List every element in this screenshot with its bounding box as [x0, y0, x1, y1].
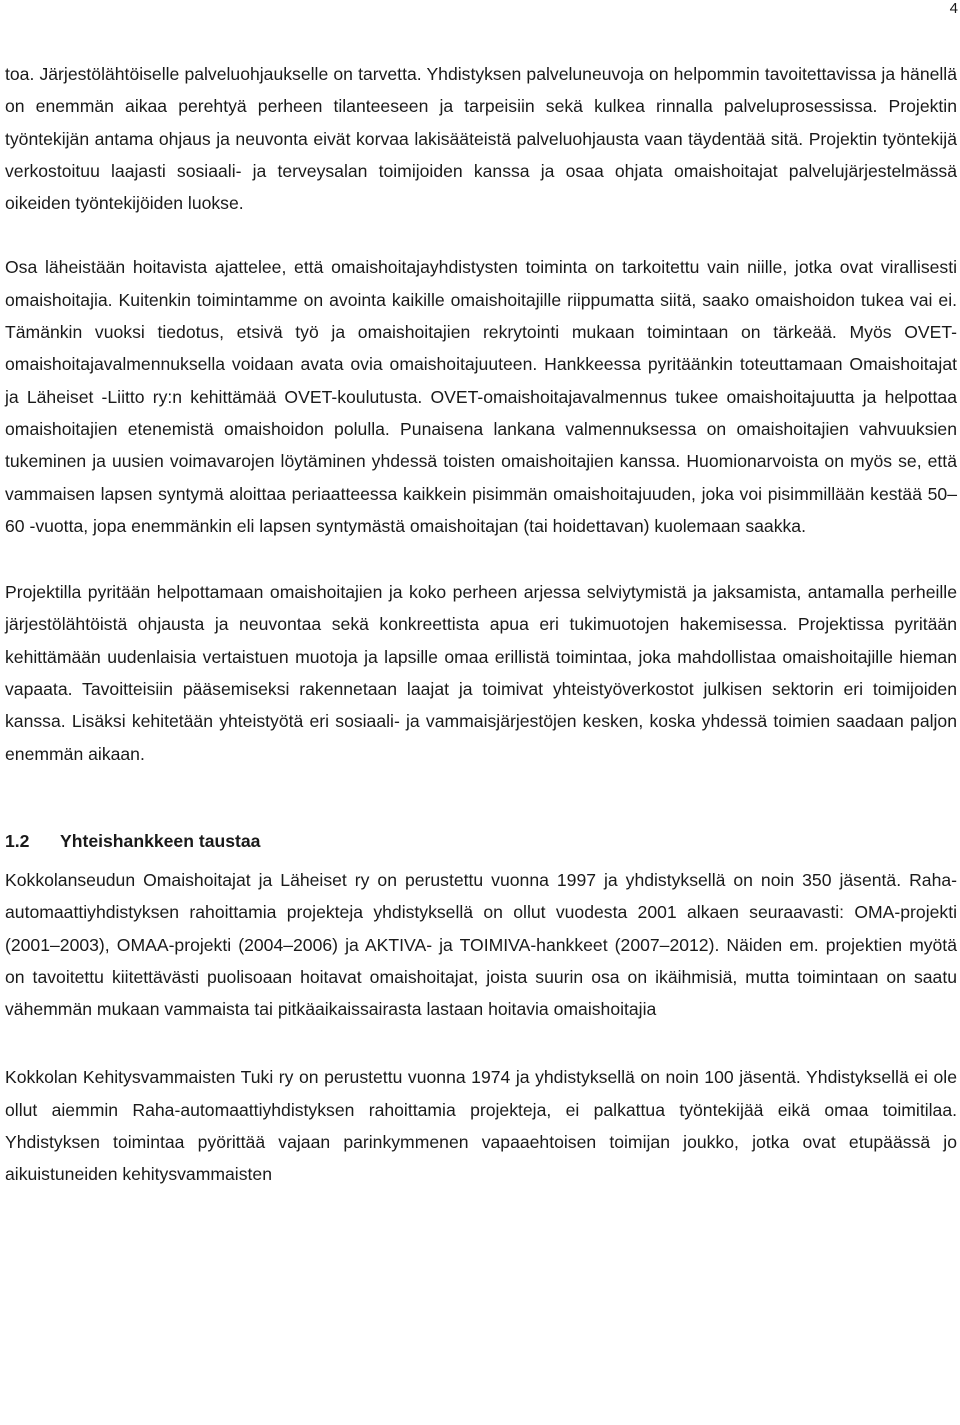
section-heading — [5, 825, 957, 857]
paragraph-guidance-need: toa. Järjestölähtöiselle palveluohjaukselle on tarvetta. Yhdistyksen palveluneuvoja on helpommin tavoitettavissa ja hänellä on enemmän aikaa perehtyä perheen tilanteeseen ja tarpeisiin sekä kulkea rinnalla palveluprosessissa. Projektin työntekijän antama ohjaus ja neuvonta eivät korvaa lakisääteistä palveluohjausta vaan täydentää sitä. Projektin työntekijä verkostoituu laajasti sosiaali- ja terveysalan toimijoiden kanssa ja osaa ohjata omaishoitajat palvelujärjestelmässä oikeiden työntekijöiden luokse. — [5, 64, 957, 214]
paragraph-outreach: Osa läheistään hoitavista ajattelee, että omaishoitajayhdistysten toiminta on tarkoitettu vain niille, jotka ovat virallisesti omaishoitajia. Kuitenkin toimintamme on avointa kaikille omaishoitajille riippumatta siitä, saako omaishoidon tukea vai ei. Tämänkin vuoksi tiedotus, etsivä työ ja omaishoitajien rekrytointi mukaan toimintaan on tärkeää. Myös OVET-omaishoitajavalmennuksella voidaan avata ovia omaishoitajuuteen. Hankkeessa pyritäänkin toteuttamaan Omaishoitajat ja Läheiset -Liitto ry:n kehittämää OVET-koulutusta. OVET-omaishoitajavalmennus tukee omaishoitajuutta ja helpottaa omaishoitajien etenemistä omaishoidon polulla. Punaisena lankana valmennuksessa on omaishoitajien vahvuuksien tukeminen ja uusien voimavarojen löytäminen yhdessä toisten omaishoitajien kanssa. Huomionarvoista on myös se, että vammaisen lapsen syntymä aloittaa periaatteessa kaikkein pisimmän omaishoitajuuden, joka voi pisimmillään kestää 50–60 -vuotta, jopa enemmänkin eli lapsen syntymästä omaishoitajan (tai hoidettavan) kuolemaan saakka. — [5, 257, 957, 536]
section-number: 1.2 — [5, 830, 30, 851]
document-body — [5, 58, 957, 1191]
paragraph-kehitysvammaisten-tuki: Kokkolan Kehitysvammaisten Tuki ry on perustettu vuonna 1974 ja yhdistyksellä on noin 100 jäsentä. Yhdistyksellä ei ole ollut aiemmin Raha-automaattiyhdistyksen rahoittamia projekteja, ei palkattua työntekijää eikä omaa toimitilaa. Yhdistyksen toimintaa pyörittää vajaan parinkymmenen vapaaehtoisen toimijan joukko, jotka ovat etupäässä jo aikuistuneiden kehitysvammaisten — [5, 1067, 957, 1185]
page-number: 4 — [949, 0, 958, 17]
paragraph-kokkolanseutu-association: Kokkolanseudun Omaishoitajat ja Läheiset ry on perustettu vuonna 1997 ja yhdistyksellä on noin 350 jäsentä. Raha-automaattiyhdistyksen rahoittamia projekteja yhdistyksellä on ollut vuodesta 2001 alkaen seuraavasti: OMA-projekti (2001–2003), OMAA-projekti (2004–2006) ja AKTIVA- ja TOIMIVA-hankkeet (2007–2012). Näiden em. projektien myötä on tavoitettu kiitettävästi puolisoaan hoitavat omaishoitajat, joista suurin osa on ikäihmisiä, mutta toimintaan on saatu vähemmän mukaan vammaista tai pitkäaikaissairasta lastaan hoitavia omaishoitajia — [5, 869, 957, 1020]
section-title: Yhteishankkeen taustaa — [60, 830, 261, 851]
paragraph-project-goals: Projektilla pyritään helpottamaan omaishoitajien ja koko perheen arjessa selviytymistä ja jaksamista, antamalla perheille järjestölähtöistä ohjausta ja neuvontaa sekä konkreettista apua eri tukimuotojen hakemisessa. Projektissa pyritään kehittämään uudenlaisia vertaistuen muotoja ja lapsille omaa erillistä toimintaa, joka mahdollistaa omaishoitajille hieman vapaata. Tavoitteisiin pääsemiseksi rakennetaan laajat ja toimivat yhteistyöverkostot julkisen sektorin eri toimijoiden kanssa. Lisäksi kehitetään yhteistyötä eri sosiaali- ja vammaisjärjestöjen kesken, koska yhdessä toimien saadaan paljon enemmän aikaan. — [5, 582, 957, 764]
